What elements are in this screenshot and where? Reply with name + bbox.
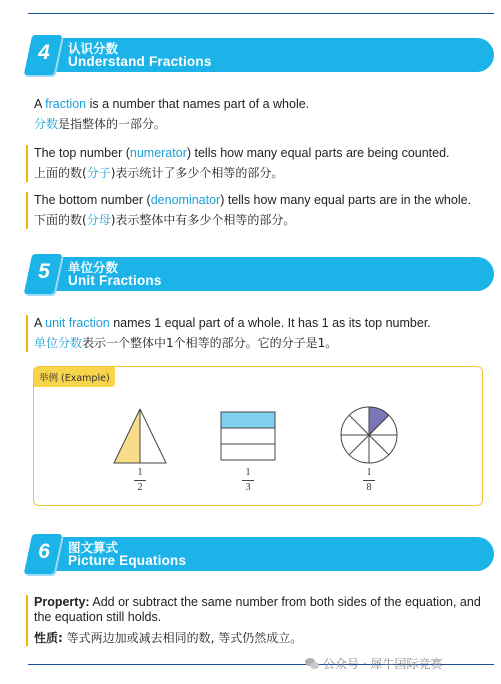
term-numerator: numerator bbox=[129, 146, 187, 160]
fraction-definition: A fraction is a number that names part of a whole. 分数是指整体的一部分。 bbox=[34, 97, 310, 131]
denominator-definition: The bottom number (denominator) tells how many equal parts are in the whole. 下面的数(分母)表示整体中有多少个相等的部分。 bbox=[26, 192, 488, 229]
section-title-cn: 单位分数 bbox=[68, 260, 119, 275]
property-label-cn: 性质: bbox=[34, 631, 63, 645]
section-header-5 bbox=[28, 254, 494, 294]
example-tag: 举例 (Example) bbox=[34, 367, 115, 387]
section-title-en: Unit Fractions bbox=[68, 273, 162, 288]
term-fraction: fraction bbox=[45, 97, 87, 111]
numerator-definition: The top number (numerator) tells how many equal parts are being counted. 上面的数(分子)表示统计了多少个相等的部分。 bbox=[26, 145, 488, 182]
equation-property: Property: Add or subtract the same number from both sides of the equation, and the equation still holds. 性质: 等式两边加或减去相同的数, 等式仍然成立。 bbox=[26, 595, 496, 646]
section-title-cn: 图文算式 bbox=[68, 540, 119, 555]
fraction-one-eighth: 1 8 bbox=[359, 467, 379, 494]
section-title-cn: 认识分数 bbox=[68, 41, 119, 56]
section-title-en: Understand Fractions bbox=[68, 54, 212, 69]
third-rectangle-figure bbox=[220, 411, 276, 461]
wechat-icon bbox=[305, 658, 319, 670]
section-header-4 bbox=[28, 35, 494, 75]
section-title-en: Picture Equations bbox=[68, 553, 187, 568]
eighth-circle-figure bbox=[339, 405, 399, 465]
fraction-one-third: 1 3 bbox=[238, 467, 258, 494]
term-unit-fraction: unit fraction bbox=[45, 316, 110, 330]
shaded-third bbox=[221, 412, 275, 428]
watermark: 公众号 · 犀牛国际竞赛 bbox=[305, 655, 442, 672]
section-number: 4 bbox=[38, 41, 50, 64]
section-number: 5 bbox=[38, 260, 50, 283]
property-label: Property: bbox=[34, 595, 90, 609]
top-rule bbox=[28, 13, 494, 14]
section-number: 6 bbox=[38, 540, 50, 563]
shaded-half bbox=[114, 409, 140, 463]
fraction-one-half: 1 2 bbox=[130, 467, 150, 494]
unit-fraction-definition: A unit fraction names 1 equal part of a whole. It has 1 as its top number. 单位分数表示一个整体中1个相等的部分。它的分子是1。 bbox=[26, 315, 488, 352]
example-box bbox=[33, 366, 483, 506]
half-triangle-figure bbox=[112, 407, 168, 465]
unshaded-half bbox=[140, 409, 166, 463]
term-denominator: denominator bbox=[150, 193, 221, 207]
section-header-6 bbox=[28, 534, 494, 574]
